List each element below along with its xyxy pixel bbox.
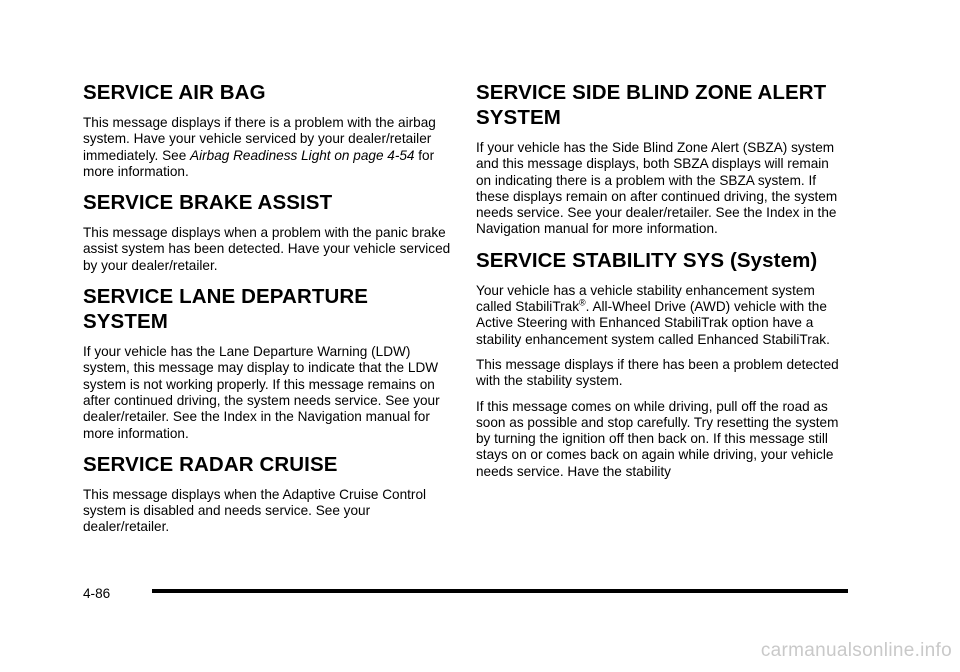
- section-heading: SERVICE BRAKE ASSIST: [83, 191, 333, 215]
- section-service-air-bag: [83, 80, 453, 180]
- section-body: If your vehicle has the Side Blind Zone Alert (SBZA) system and this message displays, both SBZA displays will remain on indicating there is a problem with the SBZA system. If these displays remain on after continued driving, the system needs service. See your dealer/retailer. See the Index in the Navigation manual for more information.: [476, 140, 838, 237]
- watermark: carmanualsonline.info: [760, 640, 952, 661]
- cross-reference-link[interactable]: Airbag Readiness Light on page 4‑54: [190, 147, 415, 163]
- section-service-radar-cruise: [83, 452, 453, 536]
- section-paragraph: This message displays if there has been a problem detected with the stability system.: [476, 356, 839, 389]
- section-heading: SERVICE STABILITY SYS (System): [476, 248, 818, 272]
- section-service-stability-sys: [476, 248, 846, 480]
- body-text: for more information.: [83, 147, 435, 179]
- section-body: [83, 115, 453, 180]
- right-column: [476, 80, 846, 489]
- body-text: . All-Wheel Drive (AWD) vehicle with the Active Steering with Enhanced StabiliTrak option have a stability enhancement system called Enhanced StabiliTrak.: [476, 299, 830, 347]
- section-service-lane-departure: [83, 284, 453, 442]
- section-service-side-blind-zone: [476, 80, 846, 238]
- section-heading: SERVICE SIDE BLIND ZONE ALERT SYSTEM: [476, 81, 827, 129]
- section-body: This message displays when the Adaptive Cruise Control system is disabled and needs service. See your dealer/retailer.: [83, 486, 427, 535]
- body-text: This message displays if there is a problem with the airbag system. Have your vehicle serviced by your dealer/retailer immediately. See: [83, 115, 436, 163]
- section-heading: SERVICE RADAR CRUISE: [83, 452, 338, 476]
- section-body: If your vehicle has the Lane Departure Warning (LDW) system, this message may display to indicate that the LDW system is not working properly. If this message remains on after continued driving, the system needs service. See your dealer/retailer. See the Index in the Navigation manual for more information.: [83, 344, 440, 441]
- section-heading: SERVICE AIR BAG: [83, 81, 266, 104]
- left-column: [83, 80, 453, 546]
- page-number: 4-86: [83, 586, 111, 601]
- registered-mark: ®: [579, 297, 586, 308]
- section-heading: SERVICE LANE DEPARTURE SYSTEM: [83, 285, 369, 334]
- section-service-brake-assist: [83, 190, 453, 274]
- body-text: Your vehicle has a vehicle stability enhancement system called StabiliTrak: [476, 282, 815, 315]
- section-paragraph: [476, 283, 846, 348]
- section-paragraph: If this message comes on while driving, pull off the road as soon as possible and stop carefully. Try resetting the system by turning the ignition off then back on. If this message still stays on or comes back on again while driving, your vehicle needs service. Have the stability: [476, 398, 839, 479]
- footer-rule: [152, 589, 848, 593]
- section-body: This message displays when a problem with the panic brake assist system has been detected. Have your vehicle serviced by your dealer/retailer.: [83, 225, 451, 273]
